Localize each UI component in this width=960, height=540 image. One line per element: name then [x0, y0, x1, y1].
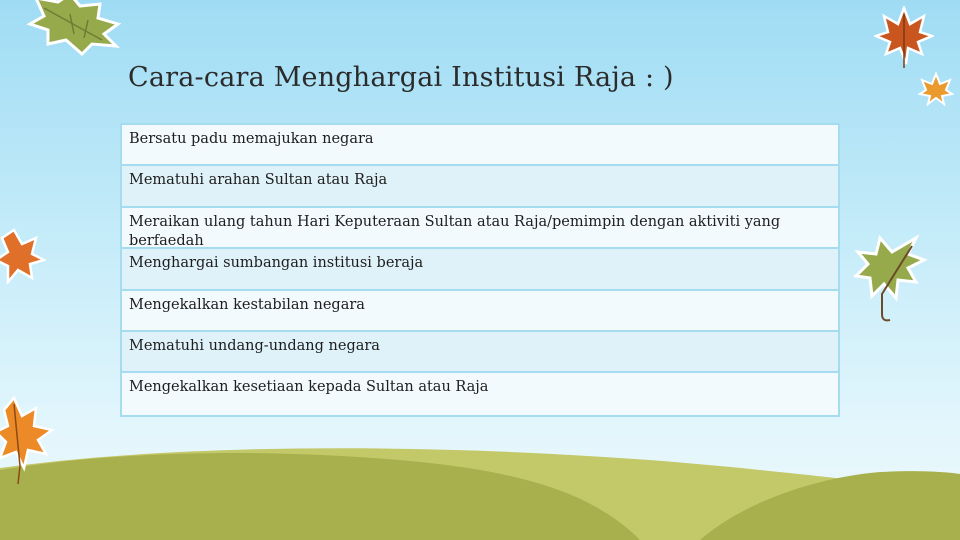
maple-leaf-icon — [874, 6, 934, 70]
list-item: Mengekalkan kesetiaan kepada Sultan atau Raja — [122, 373, 838, 414]
green-leaf-icon — [850, 234, 930, 326]
content-table — [120, 123, 840, 417]
green-leaf-icon — [18, 0, 128, 56]
list-item: Mengekalkan kestabilan negara — [122, 291, 838, 332]
list-item: Mematuhi undang-undang negara — [122, 332, 838, 373]
orange-leaf-icon — [918, 72, 954, 106]
list-item: Mematuhi arahan Sultan atau Raja — [122, 166, 838, 207]
orange-leaf-icon — [0, 228, 46, 284]
list-item: Menghargai sumbangan institusi beraja — [122, 249, 838, 290]
slide-title: Cara-cara Menghargai Institusi Raja : ) — [128, 62, 674, 93]
list-item: Meraikan ulang tahun Hari Keputeraan Sultan atau Raja/pemimpin dengan aktiviti yang berfaedah — [122, 208, 838, 249]
maple-leaf-icon — [0, 396, 56, 488]
list-item: Bersatu padu memajukan negara — [122, 125, 838, 166]
